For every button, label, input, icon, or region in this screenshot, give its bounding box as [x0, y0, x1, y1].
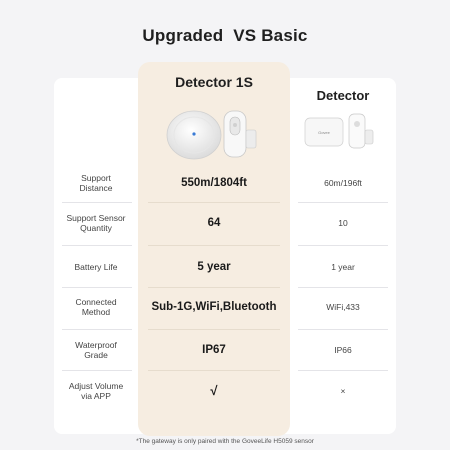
- row-label: Support Sensor Quantity: [66, 212, 126, 233]
- basic-value: WiFi,433: [326, 301, 360, 312]
- column-header-basic: Detector: [316, 88, 370, 103]
- row-waterproof-grade: [54, 330, 396, 369]
- basic-value: 10: [338, 217, 348, 228]
- check-mark-icon: √: [210, 383, 218, 398]
- upgraded-product-image: [160, 108, 270, 160]
- row-label: Waterproof Grade: [75, 339, 117, 360]
- row-label: Support Distance: [79, 172, 113, 193]
- row-adjust-volume: [54, 371, 396, 410]
- row-label: Battery Life: [74, 261, 118, 272]
- basic-value: 1 year: [331, 261, 355, 272]
- upgraded-value: 550m/1804ft: [181, 176, 247, 189]
- basic-value: IP66: [334, 344, 352, 355]
- basic-brand-text: Govee: [318, 130, 330, 135]
- upgraded-value: 5 year: [197, 260, 231, 273]
- basic-value: 60m/196ft: [324, 177, 362, 188]
- row-battery-life: [54, 247, 396, 286]
- upgraded-value: Sub-1G,WiFi,Bluetooth: [151, 300, 277, 313]
- upgraded-value: 64: [207, 216, 221, 229]
- row-connected-method: [54, 287, 396, 326]
- page-title: Upgraded VS Basic: [142, 26, 308, 45]
- row-support-distance: [54, 163, 396, 202]
- upgraded-value: IP67: [202, 343, 226, 356]
- cross-mark-icon: ×: [340, 385, 346, 396]
- footnote: *The gateway is only paired with the GoveeLife H5059 sensor: [136, 438, 314, 445]
- basic-product-image: [303, 112, 383, 152]
- column-header-upgraded: Detector 1S: [175, 74, 253, 90]
- row-label: Connected Method: [75, 296, 117, 317]
- row-sensor-quantity: [54, 203, 396, 242]
- row-label: Adjust Volume via APP: [68, 380, 124, 401]
